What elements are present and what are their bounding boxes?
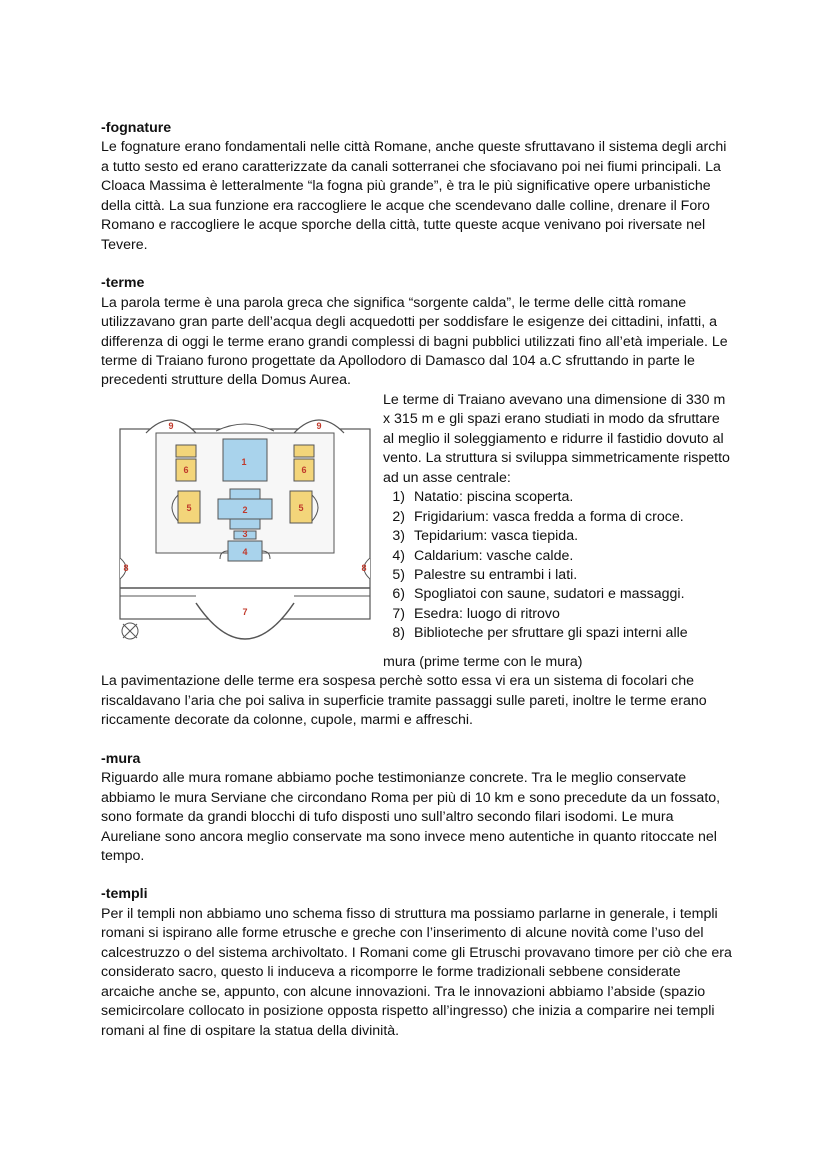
list-tail-text: mura (prime terme con le mura) <box>383 653 583 670</box>
plan-label-6-left: 6 <box>183 464 189 475</box>
plan-label-5-left: 5 <box>186 502 192 513</box>
heading-terme: -terme <box>101 275 145 292</box>
list-item: 1) Natatio: piscina scoperta. <box>392 489 574 506</box>
paragraph-fognature: Le fognature erano fondamentali nelle città Romane, anche queste sfruttavano il sistema degli archi a tutto sesto ed erano caratterizzate da canali sotterranei che sfociavano poi nei fiumi principali. La Cloaca Massima è letteralmente “la fogna più grande”, è tra le più significative opere urbanistiche della città. La sua funzione era raccogliere le acque che scendevano dalle colline, drenare il Foro Romano e raccogliere le acque sporche della città, tutte queste acque venivano poi riversate nel Tevere. <box>101 139 727 253</box>
heading-fognature: -fognature <box>101 120 172 136</box>
paragraph-terme-intro: La parola terme è una parola greca che significa “sorgente calda”, le terme delle città romane utilizzavano gran parte dell’acqua degli acquedotti per soddisfare le esigenze dei cittadini, infatti, a differenza di oggi le terme erano grandi complessi di bagni pubblici utilizzati fino all’età imperiale. Le terme di Traiano furono progettate da Apollodoro di Damasco dal 104 a.C sfruttando in parte le precedenti strutture della Domus Aurea. <box>101 294 728 389</box>
terme-figure-block <box>101 391 733 653</box>
plan-label-2: 2 <box>242 504 248 515</box>
paragraph-terme-traiano: Le terme di Traiano avevano una dimensione di 330 m x 315 m e gli spazi erano studiati in modo da sfruttare al meglio il soleggiamento e ridurre il fastidio dovuto al vento. La struttura si sviluppa simmetricamente rispetto ad un asse centrale: <box>383 391 730 486</box>
list-item: 6) Spogliatoi con saune, sudatori e massaggi. <box>392 586 685 603</box>
list-item: 8) Biblioteche per sfruttare gli spazi interni alle <box>392 625 688 642</box>
terme-side-column <box>383 391 733 644</box>
heading-templi: -templi <box>101 886 148 903</box>
terme-traiano-plan-image <box>116 403 374 653</box>
paragraph-mura: Riguardo alle mura romane abbiamo poche testimonianze concrete. Tra le meglio conservate abbiamo le mura Serviane che circondano Roma per più di 10 km e sono precedute da un fossato, sono formate da grandi blocchi di tufo disposti uno sull’altro secondo filari isodomi. Le mura Aureliane sono ancora meglio conservate ma sono invece meno autentiche in quanto ritoccate nel tempo. <box>101 770 721 864</box>
plan-label-3: 3 <box>242 528 248 539</box>
plan-label-6-right: 6 <box>301 464 307 475</box>
plan-label-7: 7 <box>242 606 248 617</box>
list-item: 2) Frigidarium: vasca fredda a forma di croce. <box>392 508 684 525</box>
document-page <box>101 119 733 1041</box>
terme-rooms-list <box>383 488 733 644</box>
plan-label-9-left: 9 <box>168 420 174 431</box>
plan-label-8-left: 8 <box>123 562 129 573</box>
heading-mura: -mura <box>101 750 141 767</box>
list-item: 3) Tepidarium: vasca tiepida. <box>392 528 579 545</box>
list-item: 7) Esedra: luogo di ritrovo <box>392 605 560 622</box>
plan-label-9-right: 9 <box>316 420 322 431</box>
plan-label-4: 4 <box>242 546 248 557</box>
list-item: 5) Palestre su entrambi i lati. <box>392 566 578 583</box>
paragraph-terme-closing: La pavimentazione delle terme era sospesa perchè sotto essa vi era un sistema di focolari che riscaldavano l’aria che poi saliva in superficie tramite passaggi sulle pareti, inoltre le terme erano riccamente decorate da colonne, cupole, marmi e affreschi. <box>101 673 707 729</box>
plan-label-8-right: 8 <box>361 562 367 573</box>
plan-label-1: 1 <box>241 456 247 467</box>
paragraph-templi: Per il templi non abbiamo uno schema fisso di struttura ma possiamo parlarne in generale, i templi romani si ispirano alle forme etrusche e greche con l’inserimento di alcune novità come l’uso del calcestruzzo o del sistema archivoltato. I Romani come gli Etruschi provavano timore per ciò che era considerato sacro, questo li induceva a ricomporre le forme tradizionali sebbene considerate arcaiche anche se, appunto, con alcune innovazioni. Tra le innovazioni abbiamo l’abside (spazio semicircolare collocato in posizione opposta rispetto all’ingresso) che inizia a comparire nei templi romani al fine di ospitare la statua della divinità. <box>101 905 732 1039</box>
list-item: 4) Caldarium: vasche calde. <box>392 547 574 564</box>
plan-label-5-right: 5 <box>298 502 304 513</box>
compass-icon <box>122 623 138 639</box>
